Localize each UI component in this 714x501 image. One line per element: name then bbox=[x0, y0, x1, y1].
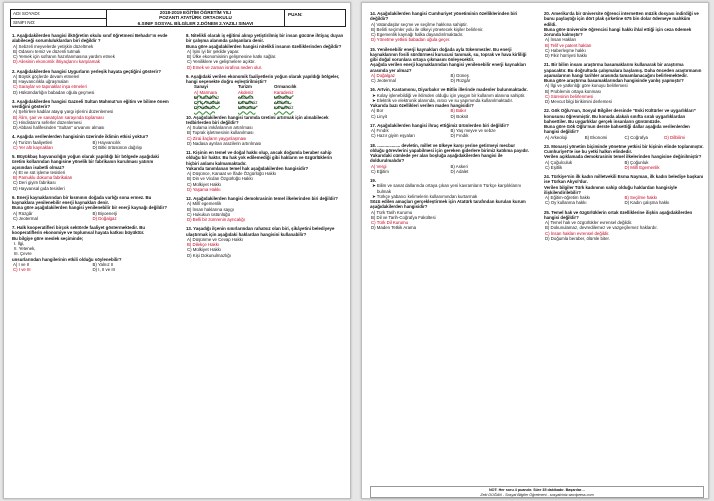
answer-option[interactable]: B) Hayvancılıkla uğraşmaları bbox=[13, 79, 69, 84]
answer-option[interactable]: A) Bor bbox=[371, 108, 384, 114]
question-stem: 21. Bir bilim insanı araştırma basamaklarını kullanarak bir araştırma yapacaktır. Bu doğrultuda çalışmalara başlamış. Daha önceden araştırmanın aşamalarının hangi tarihler arasında tamamlanacağını belirlemektedir. bbox=[544, 62, 702, 78]
page1-column-right bbox=[186, 33, 346, 262]
question-stem: 17. Aşağıdakilerden hangisi ihraç ettiğimiz ürünlerden biri değildir? bbox=[370, 122, 509, 128]
answer-grid bbox=[12, 211, 172, 222]
name-field[interactable]: ADI SOYADI: bbox=[13, 11, 41, 17]
answer-option[interactable]: A) Şehirlere kadılar atayıp yargı işlerini düzenlemesi bbox=[13, 109, 114, 115]
answer-option[interactable]: D) Fındık bbox=[450, 133, 469, 139]
statement-line: I. İlgi, bbox=[14, 240, 25, 246]
question-stem: 3. Aşağıdakilerden hangisi Gazneli Sultan Mahmut’un eğitim ve bilime önem verdiğini gösterir? bbox=[12, 98, 169, 109]
answer-option[interactable]: C) Oy kullanma hakkı bbox=[545, 200, 587, 206]
question-stem: 11. Kişinin en temel ve doğal hakkı olup, ancak doğumla beraber sahip olduğu bir haktır. Bu hak yok edilemediği gibi hakların ve özgürlüklerin hiçbiri anlamı kalmamaktadır. bbox=[186, 150, 333, 166]
answer-option[interactable]: C) Egemenlik kaynağı halka dayandırılmaktadır. bbox=[371, 32, 464, 37]
table-cell[interactable]: B) Karadeniz bbox=[194, 94, 220, 100]
answer-option[interactable]: A) Turizm faaliyetleri bbox=[13, 139, 53, 145]
answer-option[interactable]: D) Millî Egemenlik bbox=[624, 164, 660, 170]
question-prompt: Sözü edilen amaçları gerçekleştirmek için Atatürk tarafından kurulan kurum aşağıdakilerden hangisidir? bbox=[370, 199, 526, 210]
answer-option[interactable]: B) Ülke ekonomisinin gelişmesine katkı sağlar. bbox=[187, 54, 277, 59]
question-prompt: Verilen açıklamada demokrasinin temel ilkelerinden hangisine değinilmiştir? bbox=[544, 154, 702, 160]
answer-option[interactable]: B) Odasını temiz ve düzenli tutmak bbox=[13, 48, 81, 54]
table-cell[interactable]: Karadeniz bbox=[238, 100, 258, 105]
answer-option[interactable]: C) İnsan hakları evrensel değildir. bbox=[545, 230, 610, 236]
exam-header bbox=[10, 9, 346, 27]
answer-option[interactable]: D) Rüzgâr bbox=[450, 78, 471, 83]
table-cell[interactable]: Karadeniz bbox=[274, 105, 294, 111]
question-stem: 25. Temel hak ve özgürlüklerin ortak özelliklerine ilişkin aşağıdakilerden hangisi değildir? bbox=[544, 209, 693, 220]
answer-option[interactable]: A) Çoğulculuk bbox=[545, 159, 573, 165]
question-prompt: Yukarıdaki cümlede yer alan boşluğa aşağıdakilerden hangisi ile doldurulmalıdır? bbox=[370, 153, 503, 164]
question-prompt: Buna göre aşağıdakilerden hangisi yenilenebilir bir enerji kaynağı değildir? bbox=[12, 205, 167, 211]
answer-grid bbox=[370, 128, 530, 139]
answer-option[interactable]: B) Seçilme hakkı bbox=[624, 195, 658, 200]
answer-option[interactable]: B) Dilekçe Hakkı bbox=[187, 242, 220, 247]
answer-grid bbox=[370, 108, 530, 119]
answer-option[interactable]: A) Türk Tarih Kurumu bbox=[371, 209, 413, 215]
table-cell[interactable]: Karadeniz bbox=[274, 89, 294, 95]
question-stem: 9. Aşağıdaki verilen ekonomik faaliyetlerin yoğun olarak yapıldığı bölgeler, hangi seçenekte doğru eşleştirilmiştir? bbox=[186, 73, 340, 84]
answer-option[interactable]: A) Eğitim-öğretim hakkı bbox=[545, 195, 591, 200]
question-block bbox=[12, 154, 172, 191]
table-header: Sanayi bbox=[194, 84, 209, 90]
question-block bbox=[186, 226, 346, 258]
footer-credit: Zeki DOĞAN - Sosyal Bilgiler Öğretmeni - sosyalciniz.wordpress.com bbox=[480, 493, 594, 497]
question-prompt: Bu bilgiye göre meslek seçiminde; bbox=[12, 235, 84, 241]
bullet-item: ➤ Türkçe yabancı kelimelerin kullanımından kurtarmak bbox=[372, 193, 478, 199]
question-prompt: Buna göre üniversite öğrencisi hangi hakkı ihlal ettiği için ceza ödemek zorunda kalmıştır? bbox=[544, 26, 692, 37]
answer-option[interactable]: D) Belli bir zümrenin ayrıcalığı bbox=[187, 217, 245, 222]
answer-option[interactable]: A) I ve II bbox=[13, 261, 30, 267]
answer-option[interactable]: D) Doğumla beraber, ölümle biter. bbox=[545, 235, 610, 241]
answer-option[interactable]: B) Çoğunluk bbox=[624, 159, 649, 165]
answer-option[interactable]: A) Düşünme ve Cevap Hakkı bbox=[187, 236, 244, 242]
question-block bbox=[544, 62, 704, 104]
question-block bbox=[12, 225, 172, 272]
answer-option[interactable]: B) Biyoenerji bbox=[92, 210, 118, 216]
question-stem: 15. Yenilenebilir enerji kaynakları doğada ayla tükenmezler. Bu enerji kaynaklarının fosili sürdürmesi kurucusi tanımak, su, toprak ve hava kirliliği gibi doğal sorunlara ortaya çıkmasını önleyecektir. bbox=[370, 46, 527, 62]
answer-option[interactable]: D) Dilbilimi bbox=[664, 134, 686, 140]
question-block bbox=[186, 115, 346, 147]
answer-option[interactable]: C) Mülkiyet Hakkı bbox=[187, 181, 222, 187]
answer-option[interactable]: C) Haberleşme hakkı bbox=[545, 47, 586, 53]
exam-year: 2018-2019 EĞİTİM ÖĞRETİM YILI bbox=[159, 9, 232, 15]
answer-option[interactable]: D) Maden Tetkik Arama bbox=[371, 225, 417, 231]
question-block bbox=[370, 143, 530, 175]
question-stem: 20. Amerika’da bir üniversite öğrenci internetten müzik dosyası indirdiği ve bunu paylaştığı için dört plak şirketine 675 bin dolar ödemeye mahkûm edildi. bbox=[544, 11, 699, 27]
question-stem: 23. Monarşi yönetim biçiminde yönetme yetkisi bir kişinin elinde toplanmıştır. Cumhuriyet’te ise bu yetki halkın elindedir. bbox=[544, 143, 704, 154]
answer-option[interactable]: B) Din ve Vicdan Özgürlüğü Hakkı bbox=[187, 176, 253, 182]
answer-option[interactable]: A) Millî egemenlik bbox=[187, 201, 222, 207]
score-field[interactable]: PUAN: bbox=[288, 12, 303, 17]
table-header: Ormancılık bbox=[274, 84, 297, 90]
question-block bbox=[12, 33, 172, 65]
answer-option[interactable]: A) Temel hak ve özgürlükler evrensel değildir. bbox=[545, 220, 633, 225]
exam-footer bbox=[370, 486, 704, 498]
bullet-item: ➤ Bilim ve sanat dallarında ortaya çıkan yeni kavramların Türkçe karşılıklarını bulmak bbox=[372, 183, 522, 194]
question-prompt: Buna göre aşağıdakilerden hangisi nitelikli insanın özelliklerinden değildir? bbox=[186, 43, 342, 49]
answer-option[interactable]: B) İnsan haklarına saygı bbox=[187, 206, 234, 212]
question-stem: 8. Nitelikli olarak iş eğitimi alınıp yetiştirilmiş bir insan gücüne ihtiyaç duyan bir çalışma alanında çalışanlara denir. bbox=[186, 33, 344, 44]
question-stem: 7. Halk kooperatifleri birçok sektörde faaliyet göstermektedir. Bu kooperatiflerin ekonomiye ve toplumsal hayata katkısı büyüktür. bbox=[12, 225, 146, 236]
answer-grid bbox=[544, 160, 704, 171]
question-block bbox=[544, 144, 704, 170]
answer-option[interactable]: C) Jeotermal bbox=[371, 78, 396, 83]
answer-option[interactable]: C) Eşitlik bbox=[545, 164, 563, 170]
question-stem: 14. Aşağıdakilerden hangisi Cumhuriyet yönetiminin özelliklerinden biri değildir? bbox=[370, 11, 518, 22]
answer-option[interactable]: C) Saraylar ve tapınaklar inşa etmeleri bbox=[13, 84, 87, 90]
answer-option[interactable]: A) Vergi bbox=[371, 163, 387, 169]
page1-column-left bbox=[12, 33, 172, 276]
table-cell[interactable]: A) Marmara bbox=[194, 89, 217, 95]
answer-option[interactable]: A) Doğalgaz bbox=[371, 72, 395, 78]
table-cell[interactable]: Marmara bbox=[238, 105, 256, 111]
table-cell[interactable]: Akdeniz bbox=[238, 94, 254, 100]
answer-option[interactable]: C) Zirai ilaçların yaygınlaşması bbox=[187, 135, 247, 141]
statement-line: III. Çevre bbox=[14, 251, 32, 257]
answer-option[interactable]: B) Âlim, şair ve sanatçıları sarayında toplaması bbox=[13, 114, 104, 120]
table-cell[interactable]: D) Akdeniz bbox=[194, 105, 216, 111]
question-block bbox=[186, 150, 346, 192]
question-prompt: Yukarıda tanımlanan temel hak aşağıdakilerden hangisidir? bbox=[186, 165, 309, 171]
bullet-item: ➤ Kolay işlenebildiği ve iklimden olduğu için yaygın bir kullanım alanına sahiptir. bbox=[372, 92, 526, 98]
answer-option[interactable]: B) Bakır bbox=[450, 108, 467, 114]
answer-option[interactable]: A) Düşünce, Kanaat ve İfade Özgürlüğü Hakkı bbox=[187, 171, 277, 176]
answer-grid bbox=[370, 73, 530, 84]
answer-option[interactable]: A) İnsan Hakları bbox=[545, 37, 577, 43]
answer-option[interactable]: C) Eğitim bbox=[371, 168, 389, 174]
answer-option[interactable]: A) Fındık bbox=[371, 128, 389, 133]
question-block bbox=[186, 33, 346, 70]
question-stem: 24. Türkiye’nin ilk kadın milletvekili Esma Nayman, ilk kadın belediye başkanı ise Türkan Akyol’dur. bbox=[544, 174, 704, 185]
answer-option[interactable]: C) Yeniliklere ve gelişmelere açıktır. bbox=[187, 59, 256, 65]
answer-option[interactable]: D) Yönetme yetkisi babadan oğula geçer. bbox=[371, 37, 451, 43]
question-stem: 5. Büyükbaş hayvancılığın yoğun olarak yapıldığı bir bölgede aşağıdaki üretim kollarından hangisine yönelik bir fabrikanın kurulması yatırım açısından isabetli olmaz? bbox=[12, 154, 160, 170]
table-header: Turizm bbox=[238, 84, 252, 90]
question-prompt: Aşağıda verilen enerji kaynaklarından hangisi yenilenebilir enerji kaynakları arasında yer almaz? bbox=[370, 62, 526, 73]
answer-grid bbox=[12, 140, 172, 151]
question-block bbox=[12, 69, 172, 95]
answer-option[interactable]: D) Fikir hürriyeti hakkı bbox=[545, 53, 588, 58]
answer-option[interactable]: D) Hükümdarlığın babadan oğula geçmesi bbox=[13, 89, 95, 95]
answer-option[interactable]: A) Et ve süt işleme tesisleri bbox=[13, 169, 66, 175]
answer-option[interactable]: D) Doğalgaz bbox=[92, 215, 117, 221]
table-cell[interactable]: Akdeniz bbox=[238, 89, 254, 95]
table-cell[interactable]: Marmara bbox=[274, 94, 292, 100]
exam-name: 6.SINIF SOSYAL BİLGİLER 2.DÖNEM 2.YAZILI SINAVI bbox=[137, 20, 254, 26]
question-block bbox=[12, 195, 172, 221]
answer-option[interactable]: C) I ve III bbox=[13, 267, 31, 272]
question-stem: 12. Aşağıdakilerden hangisi demokrasinin temel ilkelerinden biri değildir? bbox=[186, 196, 338, 201]
question-block bbox=[12, 134, 172, 150]
question-block bbox=[370, 178, 530, 231]
answer-option[interactable]: A) İlgi ve yatkınlığı göre konuyu belirlemesi bbox=[545, 83, 628, 89]
answer-option[interactable]: D) I, II ve III bbox=[92, 267, 115, 272]
question-block bbox=[186, 74, 346, 111]
question-block bbox=[186, 196, 346, 222]
answer-option[interactable]: C) Coğrafya bbox=[624, 134, 648, 140]
answer-grid bbox=[544, 195, 704, 206]
question-block bbox=[370, 123, 530, 139]
answer-table bbox=[186, 84, 346, 110]
question-stem: 13. Yaşadığı ilçenin sınırlarından rahatsız olan biri, şikâyetini belediyeye ulaştırmak için aşağıdaki haklardan hangisini kullanabilir? bbox=[186, 226, 335, 237]
question-prompt: Yukarıda bazı özellikleri verilen maden hangisidir? bbox=[370, 103, 474, 108]
answer-option[interactable]: C) Deri giyim fabrikası bbox=[13, 180, 56, 186]
statement-line: II. Yetenek, bbox=[14, 246, 36, 251]
answer-option[interactable]: D) Abbasi halifesinden “Sultan” unvanını alması bbox=[13, 125, 105, 130]
school-name: POZANTI ATATÜRK ORTAOKULU bbox=[159, 15, 232, 21]
answer-option[interactable]: D) Hayvansal gıda tesisleri bbox=[13, 185, 65, 191]
answer-option[interactable]: B) Problemin ortaya konması bbox=[545, 88, 602, 94]
answer-option[interactable]: B) Güneş bbox=[450, 72, 469, 78]
answer-option[interactable]: C) Linyit bbox=[371, 113, 387, 119]
footer-note: NOT: Her soru 4 puandır. Süre 35 dakikadır. Başarılar… bbox=[488, 488, 586, 492]
answer-option[interactable]: B) Pamuklu dokuma fabrikaları bbox=[13, 175, 73, 180]
answer-option[interactable]: A) Sulama imkânlarının artırılması bbox=[187, 125, 253, 130]
answer-option[interactable]: A) İşini iyi bir şekilde yapar. bbox=[187, 48, 240, 54]
answer-option[interactable]: D) Kadın çalışma hakkı bbox=[624, 200, 670, 206]
answer-option[interactable]: D) Mevcut bilgi birikimini derlemesi bbox=[545, 99, 612, 104]
question-block bbox=[370, 87, 530, 119]
answer-option[interactable]: A) Rüzgâr bbox=[13, 210, 33, 216]
question-stem: 22. Gök Oğlu’nun, Sosyal Bilgiler dersinde “Eski Kültürler ve uygarlıkları” konusunu öğrenmiştir. Bu konuda alakalı sınıfta sıralı uygarlıklardan bahsettiler. Bu uygarlıklar gerçek insanların günümüzde. bbox=[544, 108, 696, 124]
question-prompt: Buna göre araştırma basamaklarından hangisinde yanlış yapmıştır? bbox=[544, 78, 684, 83]
table-cell[interactable]: Akdeniz bbox=[274, 100, 290, 105]
answer-option[interactable]: C) Hindistan’a seferler düzenlemesi bbox=[13, 119, 82, 125]
question-stem: 2. Aşağıdakilerden hangisi Uygurların yerleşik hayata geçtiğini gösterir? bbox=[12, 68, 162, 74]
question-stem: 4. Aşağıda verilenlerden hangisinin üzerinde iklimin etkisi yoktur? bbox=[12, 134, 149, 140]
question-prompt: Verilen bilgiler Türk kadınının sahip olduğu haklardan hangisiyle ilişkilendirilebilir? bbox=[544, 184, 677, 195]
answer-option[interactable]: C) Mülkiyet Hakkı bbox=[187, 247, 222, 253]
answer-option[interactable]: B) Telif ve patent hakları bbox=[545, 42, 592, 48]
answer-option[interactable]: B) Hayvancılık bbox=[92, 139, 121, 145]
question-prompt: unsurlarından hangilerinin etkili olduğu söylenebilir? bbox=[12, 256, 122, 262]
answer-option[interactable]: C) Süresinin belirlenmesi bbox=[545, 93, 594, 99]
answer-option[interactable]: D) Bitki örtüsünün dağılışı bbox=[92, 144, 143, 150]
class-number-field[interactable]: SINIFI NO: bbox=[11, 18, 106, 27]
question-stem: 19. bbox=[370, 178, 377, 183]
answer-option[interactable]: A) Sebzeli meyvelerde yetişkin düzeltmek bbox=[13, 43, 94, 49]
question-block bbox=[544, 174, 704, 206]
answer-option[interactable]: B) Yaş meyve ve sebze bbox=[450, 128, 496, 133]
question-block bbox=[544, 108, 704, 140]
answer-option[interactable]: D) Nadasa ayrılan arazilerin artırılması bbox=[187, 140, 262, 146]
page2-column-right bbox=[544, 11, 704, 245]
answer-option[interactable]: A) Arkeoloji bbox=[545, 134, 567, 140]
question-stem: 16. Artvin, Kastamonu, Diyarbakır ve Bitlis illerinde madenler bulunmaktadır. bbox=[370, 87, 528, 93]
answer-option[interactable]: D) Ailesinin ekonomik ihtiyaçlarını karşılamak bbox=[13, 59, 100, 65]
question-block bbox=[370, 11, 530, 43]
answer-option[interactable]: C) Hukukun üstünlüğü bbox=[187, 211, 230, 217]
question-block bbox=[370, 47, 530, 84]
question-stem: 1. Aşağıdakilerden hangisi ilköğretim okulu sınıf öğretmeni Behadır’ın evde alabileceği sorumluluklardan biri değildir ? bbox=[12, 33, 168, 44]
question-block bbox=[12, 99, 172, 131]
answer-option[interactable]: B) Dil ve Tarih-Coğrafya Fakültesi bbox=[371, 214, 436, 220]
answer-option[interactable]: B) Yalnız II bbox=[92, 261, 114, 267]
question-stem: 18. ................... devletin, millet ve ülkeye karşı yerine getirmeyi mecbur olduğu görevlerini yapabilmesi için gereken giderlere birimiz katılıma payıdır. bbox=[370, 142, 530, 153]
answer-option[interactable]: D) Yaşama Hakkı bbox=[187, 186, 221, 192]
answer-grid bbox=[544, 135, 704, 140]
answer-grid bbox=[12, 262, 172, 273]
question-block bbox=[544, 11, 704, 58]
answer-option[interactable]: B) Dokunulamaz, devredilemez ve vazgeçilemez haklardır. bbox=[545, 225, 658, 231]
answer-option[interactable]: D) Kişi Dokunulmazlığı bbox=[187, 252, 231, 258]
answer-option[interactable]: A) Vatandaşlar seçme ve seçilme hakkına sahiptir. bbox=[371, 21, 468, 27]
question-stem: 6. Enerji kaynaklarından bir kısmının doğada varlığı sona ermez. Bu kaynaklara yenilenebilir enerji kaynakları denir. bbox=[12, 194, 152, 205]
question-prompt: Buna göre Gök Oğlu’nun derste bahsettiği dallar aşağıda verilenlerden hangisi değildir? bbox=[544, 124, 690, 135]
answer-option[interactable]: B) Askeri bbox=[450, 163, 468, 169]
answer-option[interactable]: B) Belirli seçimler yolu ile ülkeyi yönetecek kişiler belirlenir. bbox=[371, 26, 484, 32]
exam-page-1 bbox=[3, 2, 351, 499]
answer-option[interactable]: A) Büyük göçlerde devam etmeleri bbox=[13, 73, 80, 79]
exam-title bbox=[107, 10, 285, 26]
answer-option[interactable]: C) Yemek için sofranın hazırlanmasına yardım etmek bbox=[13, 54, 115, 59]
answer-option[interactable]: C) Türk Dil Kurumu bbox=[371, 220, 409, 225]
answer-option[interactable]: D) Boksit bbox=[450, 113, 469, 119]
answer-option[interactable]: C) Hazır giyim eşyaları bbox=[371, 133, 415, 139]
answer-grid bbox=[370, 164, 530, 175]
page2-column-left bbox=[370, 11, 530, 235]
answer-option[interactable]: D) Emek ve zaman israfına neden olur. bbox=[187, 64, 263, 70]
table-cell[interactable]: C) İç Anadolu bbox=[194, 100, 221, 105]
answer-option[interactable]: C) Jeotermal bbox=[13, 215, 38, 221]
answer-option[interactable]: C) Yer altı kaynakları bbox=[13, 144, 54, 150]
answer-option[interactable]: B) Toprak işletmesinin kullanılması bbox=[187, 130, 254, 136]
exam-page-2 bbox=[361, 2, 709, 499]
question-block bbox=[544, 210, 704, 242]
answer-option[interactable]: D) Adalet bbox=[450, 168, 469, 174]
bullet-item: ➤ Elektrik ve elektronik alanında, ısıtıcı ve su yapımında kullanılmaktadır. bbox=[372, 97, 514, 103]
question-stem: 10. Aşağıdakilerden hangisi tarımda üretimi artırmak için alınabilecek tedbirlerden biri değildir? bbox=[186, 114, 329, 125]
answer-option[interactable]: B) Ekonomi bbox=[584, 134, 608, 140]
